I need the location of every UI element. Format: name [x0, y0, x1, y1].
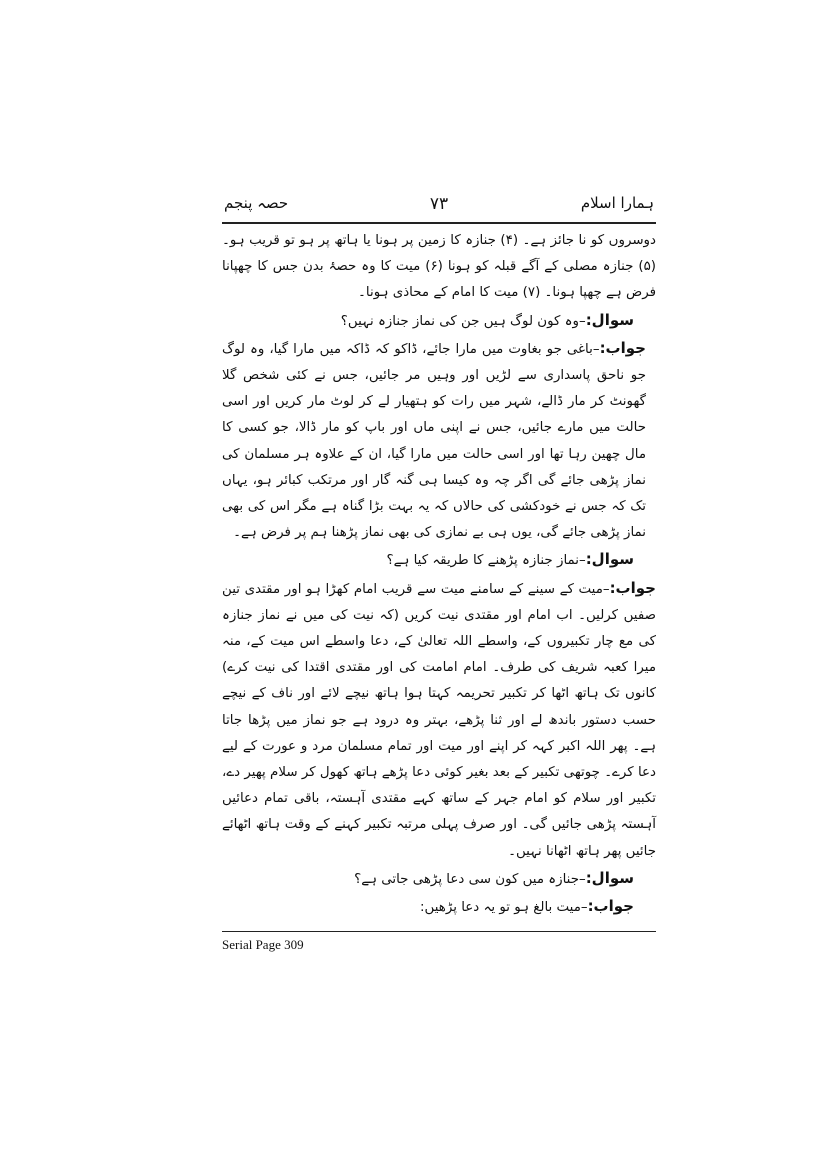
answer-text: –باغی جو بغاوت میں مارا جائے، ڈاکو کہ ڈاکہ میں مارا گیا، وہ لوگ جو ناحق پاسداری سے لڑیں اور وہیں مر جائیں، جس نے کئی شخص گلا گھونٹ کر مار ڈالے، شہر میں رات کو ہتھیار لے کر لوٹ مار کریں اور اسی حالت میں مارے جائیں، جس نے اپنی ماں اور باپ کو مار ڈالا، جو کسی کا مال چھین رہا تھا اور اسی حالت میں مارا گیا، ان کے علاوہ ہر مسلمان کی نماز پڑھی جائے گی اگر چہ وہ کیسا ہی گنہ گار اور مرتکب کبائر ہو، یہاں تک کہ جس نے خودکشی کی حالاں کہ یہ بہت بڑا گناہ ہے مگر اس کی بھی نماز پڑھی جائے گی، یوں ہی بے نمازی کی بھی نماز پڑھنا ہم پر فرض ہے۔ [222, 341, 646, 541]
body-paragraph [222, 228, 656, 307]
running-header [222, 192, 656, 224]
question [222, 546, 656, 574]
question-label: سوال: [585, 868, 634, 887]
answer [222, 335, 656, 547]
question-text: –نماز جنازہ پڑھنے کا طریقہ کیا ہے؟ [386, 553, 586, 569]
footer-rule [222, 931, 656, 932]
answer-label: جواب: [609, 578, 656, 597]
question [222, 307, 656, 335]
answer [222, 893, 656, 921]
question-text: –جنازہ میں کون سی دعا پڑھی جاتی ہے؟ [354, 871, 586, 887]
question-text: –وہ کون لوگ ہیں جن کی نماز جنازہ نہیں؟ [340, 313, 586, 329]
page-body [222, 228, 656, 921]
paragraph-text: دوسروں کو نا جائز ہے۔ (۴) جنازہ کا زمین پر ہونا یا ہاتھ پر ہو تو قریب ہو۔ (۵) جنازہ مصلی کے آگے قبلہ کو ہونا (۶) میت کا وہ حصۂ بدن جس کا چھپانا فرض ہے چھپا ہونا۔ (۷) میت کا امام کے محاذی ہونا۔ [222, 233, 656, 301]
serial-page-label: Serial Page 309 [222, 937, 304, 952]
answer-label: جواب: [599, 338, 646, 357]
page-number: ۷۳ [429, 194, 449, 214]
answer-text: –میت بالغ ہو تو یہ دعا پڑھیں: [420, 900, 588, 916]
question-label: سوال: [585, 550, 634, 569]
question-label: سوال: [585, 310, 634, 329]
book-page [222, 192, 656, 921]
answer-label: جواب: [587, 897, 634, 916]
answer-text: –میت کے سینے کے سامنے میت سے قریب امام کھڑا ہو اور مقتدی تین صفیں کرلیں۔ اب امام اور مقتدی نیت کریں (کہ نیت کی میں نے نماز جنازہ کی مع چار تکبیروں کے، واسطے اللہ تعالیٰ کے، دعا واسطے اس میت کے، منہ میرا کعبہ شریف کی طرف۔ امام امامت کی اور مقتدی اقتدا کی نیت کرے) کانوں تک ہاتھ اٹھا کر تکبیر تحریمہ کہتا ہوا ہاتھ نیچے لائے اور ناف کے نیچے حسب دستور باندھ لے اور ثنا پڑھے، بہتر وہ درود ہے جو نماز میں پڑھا جاتا ہے۔ پھر اللہ اکبر کہہ کر اپنے اور میت اور تمام مسلمان مرد و عورت کے لیے دعا کرے۔ چوتھی تکبیر کے بعد بغیر کوئی دعا پڑھے ہاتھ کھول کر سلام پھیر دے، تکبیر اور سلام کو امام جہر کے ساتھ کہے مقتدی آہستہ، باقی تمام دعائیں آہستہ پڑھی جائیں گی۔ اور صرف پہلی مرتبہ تکبیر کہنے کے وقت ہاتھ اٹھائے جائیں پھر ہاتھ اٹھانا نہیں۔ [222, 581, 656, 859]
section-title: حصہ پنجم [224, 194, 289, 212]
question [222, 865, 656, 893]
answer [222, 575, 656, 865]
book-title: ہمارا اسلام [580, 194, 654, 212]
